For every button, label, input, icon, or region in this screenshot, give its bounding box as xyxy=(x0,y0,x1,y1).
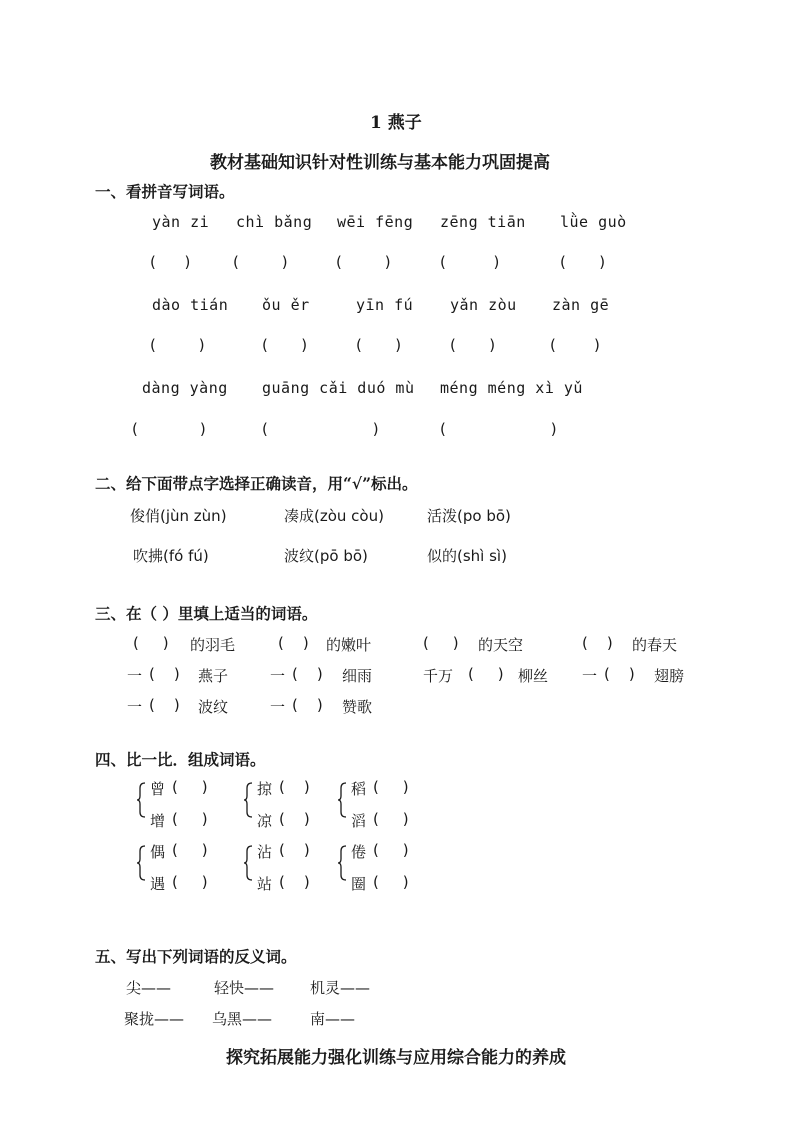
answer-blank[interactable]: ( ) xyxy=(262,420,379,438)
fill-blank[interactable]: ( ) xyxy=(172,841,208,859)
fill-blank[interactable]: ( ) xyxy=(172,873,208,891)
compare-char: 凉 xyxy=(257,812,273,830)
fill-word: 柳丝 xyxy=(518,667,549,685)
pronunciation-item[interactable]: 凑成(zòu còu) xyxy=(284,507,384,525)
compare-char: 沾 xyxy=(257,843,273,861)
fill-blank[interactable]: ( ) xyxy=(279,841,310,859)
fill-blank[interactable]: ( ) xyxy=(133,634,169,652)
pinyin-item: chì bǎng xyxy=(236,213,313,231)
fill-word: 翅膀 xyxy=(654,667,685,685)
antonym-item[interactable]: 南—— xyxy=(310,1010,356,1028)
compare-char: 倦 xyxy=(351,843,367,861)
section-4-heading: 四、比一比．组成词语。 xyxy=(95,750,266,769)
page-title: 1 燕子 xyxy=(370,113,422,133)
answer-blank[interactable]: ( ) xyxy=(150,253,191,271)
fill-blank[interactable]: ( ) xyxy=(172,810,208,828)
fill-blank[interactable]: ( ) xyxy=(373,841,409,859)
antonym-item[interactable]: 机灵—— xyxy=(310,979,371,997)
brace-icon xyxy=(337,845,347,881)
answer-blank[interactable]: ( ) xyxy=(132,420,206,438)
fill-prefix: 一 xyxy=(270,667,286,685)
antonym-item[interactable]: 聚拢—— xyxy=(124,1010,185,1028)
compare-char: 滔 xyxy=(351,812,367,830)
fill-word: 的春天 xyxy=(632,636,678,654)
fill-blank[interactable]: ( ) xyxy=(582,634,613,652)
fill-prefix: 千万 xyxy=(423,667,454,685)
pinyin-item: guāng cǎi duó mù xyxy=(262,379,415,397)
antonym-item[interactable]: 尖—— xyxy=(126,979,172,997)
fill-blank[interactable]: ( ) xyxy=(279,873,310,891)
fill-blank[interactable]: ( ) xyxy=(279,810,310,828)
fill-blank[interactable]: ( ) xyxy=(292,696,323,714)
pronunciation-item[interactable]: 吹拂(fó fú) xyxy=(133,547,209,565)
fill-prefix: 一 xyxy=(582,667,598,685)
fill-blank[interactable]: ( ) xyxy=(373,810,409,828)
brace-icon xyxy=(243,845,253,881)
compare-char: 遇 xyxy=(150,875,166,893)
fill-blank[interactable]: ( ) xyxy=(149,696,180,714)
answer-blank[interactable]: ( ) xyxy=(440,253,500,271)
compare-char: 增 xyxy=(150,812,166,830)
answer-blank[interactable]: ( ) xyxy=(450,336,496,354)
section-5-heading: 五、写出下列词语的反义词。 xyxy=(95,947,297,966)
compare-char: 圈 xyxy=(351,875,367,893)
brace-icon xyxy=(136,845,146,881)
answer-blank[interactable]: ( ) xyxy=(560,253,606,271)
fill-blank[interactable]: ( ) xyxy=(292,665,323,683)
fill-word: 的羽毛 xyxy=(190,636,236,654)
section-1-heading: 一、看拼音写词语。 xyxy=(95,182,235,201)
answer-blank[interactable]: ( ) xyxy=(336,253,391,271)
answer-blank[interactable]: ( ) xyxy=(440,420,557,438)
fill-word: 波纹 xyxy=(198,698,229,716)
fill-blank[interactable]: ( ) xyxy=(468,665,504,683)
fill-word: 的天空 xyxy=(478,636,524,654)
fill-blank[interactable]: ( ) xyxy=(373,873,409,891)
compare-char: 偶 xyxy=(150,843,166,861)
pinyin-item: méng méng xì yǔ xyxy=(440,379,583,397)
answer-blank[interactable]: ( ) xyxy=(356,336,402,354)
brace-icon xyxy=(136,782,146,818)
brace-icon xyxy=(243,782,253,818)
answer-blank[interactable]: ( ) xyxy=(262,336,308,354)
fill-word: 燕子 xyxy=(198,667,229,685)
fill-word: 赞歌 xyxy=(342,698,373,716)
fill-blank[interactable]: ( ) xyxy=(149,665,180,683)
answer-blank[interactable]: ( ) xyxy=(550,336,600,354)
compare-char: 站 xyxy=(257,875,273,893)
pinyin-item: wēi fēng xyxy=(337,213,414,231)
answer-blank[interactable]: ( ) xyxy=(150,336,205,354)
next-section-heading: 探究拓展能力强化训练与应用综合能力的养成 xyxy=(226,1048,566,1068)
pinyin-item: zàn gē xyxy=(552,296,610,314)
pronunciation-item[interactable]: 俊俏(jùn zùn) xyxy=(130,507,227,525)
pinyin-item: ǒu ěr xyxy=(262,296,310,314)
pinyin-item: yàn zi xyxy=(152,213,210,231)
pinyin-item: lǜe guò xyxy=(560,213,627,231)
pronunciation-item[interactable]: 活泼(po bō) xyxy=(427,507,511,525)
fill-prefix: 一 xyxy=(127,698,143,716)
fill-blank[interactable]: ( ) xyxy=(423,634,459,652)
pronunciation-item[interactable]: 似的(shì sì) xyxy=(427,547,507,565)
fill-blank[interactable]: ( ) xyxy=(278,634,309,652)
fill-prefix: 一 xyxy=(127,667,143,685)
pronunciation-item[interactable]: 波纹(pō bō) xyxy=(284,547,368,565)
section-3-heading: 三、在（ ）里填上适当的词语。 xyxy=(95,604,318,623)
fill-blank[interactable]: ( ) xyxy=(172,778,208,796)
brace-icon xyxy=(337,782,347,818)
fill-word: 的嫩叶 xyxy=(326,636,372,654)
section-subtitle: 教材基础知识针对性训练与基本能力巩固提高 xyxy=(210,153,550,173)
compare-char: 掠 xyxy=(257,780,273,798)
pinyin-item: dàng yàng xyxy=(142,379,228,397)
fill-blank[interactable]: ( ) xyxy=(373,778,409,796)
pinyin-item: zēng tiān xyxy=(440,213,526,231)
fill-word: 细雨 xyxy=(342,667,373,685)
antonym-item[interactable]: 轻快—— xyxy=(214,979,275,997)
pinyin-item: dào tián xyxy=(152,296,229,314)
answer-blank[interactable]: ( ) xyxy=(233,253,288,271)
pinyin-item: yīn fú xyxy=(356,296,414,314)
fill-blank[interactable]: ( ) xyxy=(604,665,635,683)
fill-prefix: 一 xyxy=(270,698,286,716)
antonym-item[interactable]: 乌黑—— xyxy=(212,1010,273,1028)
fill-blank[interactable]: ( ) xyxy=(279,778,310,796)
pinyin-item: yǎn zòu xyxy=(450,296,517,314)
compare-char: 稻 xyxy=(351,780,367,798)
compare-char: 曾 xyxy=(150,780,166,798)
section-2-heading: 二、给下面带点字选择正确读音，用“√”标出。 xyxy=(95,474,418,493)
